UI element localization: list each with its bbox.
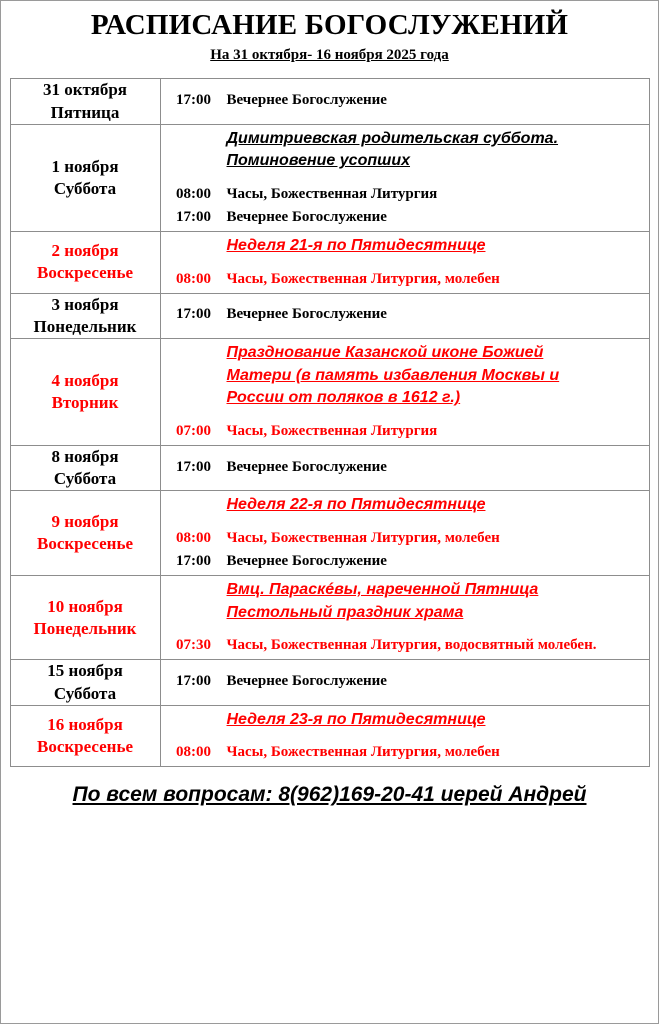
service-time: 17:00 <box>176 673 211 690</box>
service-time: 08:00 <box>176 530 211 547</box>
row-body-cell <box>160 293 649 338</box>
row-body-cell <box>160 446 649 491</box>
feast-heading <box>227 339 649 412</box>
date-cell <box>10 705 160 767</box>
row-body-cell <box>160 491 649 576</box>
contact-info: По всем вопросам: 8(962)169-20-41 иерей Андрей <box>72 783 587 807</box>
date-day: 16 ноября <box>47 714 123 734</box>
feast-heading <box>227 232 649 260</box>
table-row <box>10 79 649 124</box>
feast-heading-line: России от поляков в 1612 г.) <box>226 389 461 407</box>
date-cell <box>10 79 160 124</box>
date-day: 2 ноября <box>51 241 119 261</box>
service-row <box>161 303 649 328</box>
feast-heading-cell <box>227 339 649 412</box>
service-row <box>161 670 649 695</box>
date-weekday: Понедельник <box>33 618 137 638</box>
date-weekday: Понедельник <box>33 316 137 336</box>
service-time: 17:00 <box>176 92 211 109</box>
schedule-body <box>10 79 649 767</box>
row-body-cell <box>160 338 649 445</box>
service-time: 17:00 <box>176 553 211 570</box>
date-day: 31 октября <box>42 80 128 100</box>
date-cell <box>10 446 160 491</box>
schedule-table <box>10 78 650 767</box>
date-cell <box>10 660 160 705</box>
service-row <box>161 733 649 766</box>
service-description: Вечернее Богослужение <box>226 673 387 690</box>
feast-heading-row <box>161 491 649 519</box>
date-cell <box>10 576 160 660</box>
date-weekday: Суббота <box>53 469 117 489</box>
service-row <box>161 260 649 293</box>
table-row <box>10 705 649 767</box>
service-description: Вечернее Богослужение <box>226 209 387 226</box>
service-row <box>161 206 649 231</box>
row-body-cell <box>160 660 649 705</box>
service-description: Часы, Божественная Литургия, водосвятный молебен. <box>226 637 597 654</box>
service-description: Часы, Божественная Литургия <box>226 186 438 203</box>
service-row <box>161 519 649 550</box>
table-row <box>10 491 649 576</box>
time-spacer <box>161 232 227 260</box>
feast-heading-cell <box>227 576 649 626</box>
date-cell <box>10 491 160 576</box>
feast-heading-line: Матери (в память избавления Москвы и <box>226 366 560 384</box>
time-spacer <box>161 576 227 626</box>
feast-heading-line: Вмц. Параскéвы, нареченной Пятница <box>226 581 539 599</box>
service-description: Вечернее Богослужение <box>226 553 387 570</box>
service-row <box>161 550 649 575</box>
date-range-subtitle <box>7 47 652 64</box>
feast-heading-line: Неделя 23-я по Пятидесятнице <box>226 710 486 728</box>
service-row <box>161 89 649 114</box>
table-row <box>10 232 649 294</box>
date-weekday: Воскресенье <box>36 737 133 757</box>
time-spacer <box>161 491 227 519</box>
feast-heading-cell <box>227 232 649 260</box>
date-weekday: Суббота <box>53 178 117 198</box>
service-time: 17:00 <box>176 209 211 226</box>
date-weekday: Воскресенье <box>36 534 133 554</box>
date-cell <box>10 338 160 445</box>
feast-heading <box>227 125 649 175</box>
table-row <box>10 338 649 445</box>
date-cell <box>10 124 160 231</box>
row-body-cell <box>160 232 649 294</box>
service-time: 08:00 <box>176 744 211 761</box>
date-weekday: Суббота <box>53 683 117 703</box>
date-day: 8 ноября <box>51 447 119 467</box>
feast-heading-cell <box>227 125 649 175</box>
feast-heading <box>227 706 649 734</box>
table-row <box>10 293 649 338</box>
date-day: 9 ноября <box>51 512 119 532</box>
date-cell <box>10 293 160 338</box>
feast-heading-line: Пестольный праздник храма <box>226 603 464 621</box>
service-description: Вечернее Богослужение <box>226 458 387 475</box>
service-description: Вечернее Богослужение <box>226 92 387 109</box>
feast-heading-row <box>161 232 649 260</box>
feast-heading-row <box>161 339 649 412</box>
feast-heading-cell <box>227 491 649 519</box>
date-day: 15 ноября <box>47 661 123 681</box>
date-day: 4 ноября <box>51 370 119 390</box>
feast-heading-row <box>161 576 649 626</box>
service-description: Вечернее Богослужение <box>226 306 387 323</box>
feast-heading-line: Неделя 21-я по Пятидесятнице <box>226 237 486 255</box>
feast-heading-line: Неделя 22-я по Пятидесятнице <box>226 496 486 514</box>
feast-heading <box>227 491 649 519</box>
feast-heading-line: Празднование Казанской иконе Божией <box>226 343 544 361</box>
table-row <box>10 660 649 705</box>
feast-heading-row <box>161 125 649 175</box>
service-description: Часы, Божественная Литургия, молебен <box>226 744 500 761</box>
service-time: 08:00 <box>176 270 211 287</box>
feast-heading <box>227 576 649 626</box>
time-spacer <box>161 125 227 175</box>
feast-heading-line: Поминовение усопших <box>226 152 411 170</box>
service-row <box>161 456 649 481</box>
service-row <box>161 412 649 445</box>
service-description: Часы, Божественная Литургия <box>226 423 438 440</box>
date-day: 3 ноября <box>51 294 119 314</box>
row-body-cell <box>160 576 649 660</box>
footer <box>7 783 652 807</box>
service-row <box>161 175 649 206</box>
time-spacer <box>161 339 227 412</box>
service-time: 17:00 <box>176 458 211 475</box>
page-title: РАСПИСАНИЕ БОГОСЛУЖЕНИЙ <box>90 9 569 41</box>
row-body-cell <box>160 124 649 231</box>
time-spacer <box>161 706 227 734</box>
service-time: 17:00 <box>176 306 211 323</box>
service-description: Часы, Божественная Литургия, молебен <box>226 530 500 547</box>
service-row <box>161 626 649 659</box>
service-description: Часы, Божественная Литургия, молебен <box>226 270 500 287</box>
date-range-text: На 31 октября- 16 ноября 2025 года <box>210 47 449 64</box>
service-time: 08:00 <box>176 186 211 203</box>
service-time: 07:00 <box>176 423 211 440</box>
date-weekday: Воскресенье <box>36 263 133 283</box>
feast-heading-row <box>161 706 649 734</box>
table-row <box>10 446 649 491</box>
feast-heading-line: Димитриевская родительская суббота. <box>226 129 559 147</box>
date-weekday: Пятница <box>50 102 120 122</box>
service-time: 07:30 <box>176 637 211 654</box>
table-row <box>10 124 649 231</box>
feast-heading-cell <box>227 706 649 734</box>
row-body-cell <box>160 79 649 124</box>
row-body-cell <box>160 705 649 767</box>
date-weekday: Вторник <box>51 393 119 413</box>
date-cell <box>10 232 160 294</box>
table-row <box>10 576 649 660</box>
date-day: 1 ноября <box>51 156 119 176</box>
date-day: 10 ноября <box>47 596 123 616</box>
